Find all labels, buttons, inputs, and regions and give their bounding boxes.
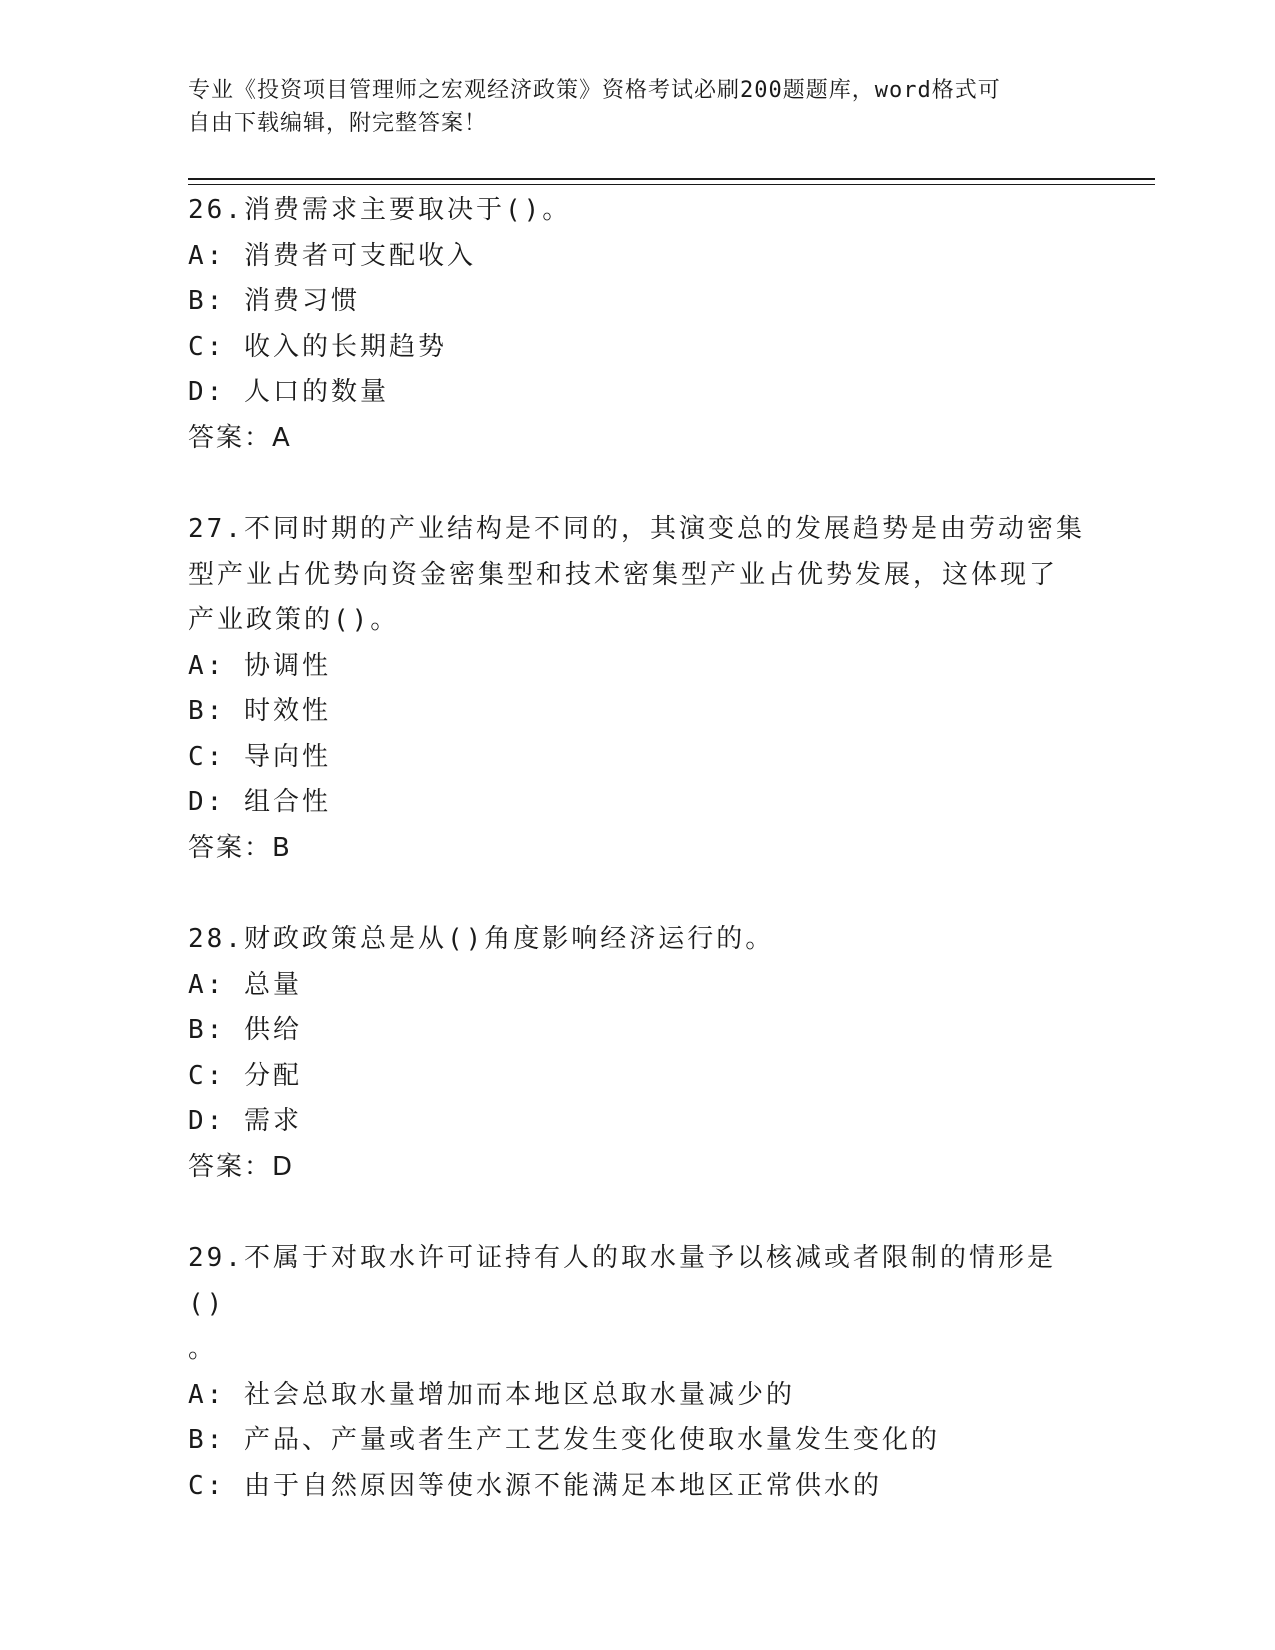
option-d: D: 人口的数量 (188, 377, 389, 407)
question-stem: 27.不同时期的产业结构是不同的，其演变总的发展趋势是由劳动密集 (188, 514, 1085, 544)
option-b: B: 供给 (188, 1015, 302, 1045)
option-d: D: 需求 (188, 1106, 302, 1136)
question-28 (188, 917, 1088, 1190)
header-rule-bottom (188, 184, 1155, 185)
option-c: C: 导向性 (188, 741, 331, 772)
question-stem: 产业政策的()。 (188, 605, 400, 635)
answer-label: 答案：B (188, 832, 292, 863)
question-list (188, 188, 1088, 1509)
option-a: A: 社会总取水量增加而本地区总取水量减少的 (188, 1379, 795, 1410)
option-c: C: 收入的长期趋势 (188, 331, 447, 362)
option-a: A: 消费者可支配收入 (188, 240, 476, 271)
answer-label: 答案：D (188, 1151, 295, 1182)
option-c: C: 分配 (188, 1060, 302, 1091)
header-rule-top (188, 178, 1155, 180)
option-b: B: 消费习惯 (188, 286, 360, 316)
question-stem: 28.财政政策总是从()角度影响经济运行的。 (188, 924, 775, 954)
header-line-2: 自由下载编辑，附完整答案！ (188, 111, 488, 136)
question-stem: 型产业占优势向资金密集型和技术密集型产业占优势发展，这体现了 (188, 559, 1059, 590)
question-27 (188, 507, 1088, 871)
question-stem: 26.消费需求主要取决于()。 (188, 195, 572, 225)
option-a: A: 协调性 (188, 650, 331, 681)
option-c: C: 由于自然原因等使水源不能满足本地区正常供水的 (188, 1470, 882, 1501)
question-29 (188, 1236, 1088, 1509)
option-a: A: 总量 (188, 969, 302, 1000)
question-stem: 。 (188, 1334, 218, 1364)
page-header (188, 74, 1088, 140)
option-b: B: 产品、产量或者生产工艺发生变化使取水量发生变化的 (188, 1425, 940, 1455)
option-d: D: 组合性 (188, 787, 331, 817)
question-stem: 29.不属于对取水许可证持有人的取水量予以核减或者限制的情形是() (188, 1243, 1056, 1319)
answer-label: 答案：A (188, 422, 292, 453)
option-b: B: 时效性 (188, 696, 331, 726)
header-line-1: 专业《投资项目管理师之宏观经济政策》资格考试必刷200题题库，word格式可 (188, 78, 1001, 103)
question-26 (188, 188, 1088, 461)
